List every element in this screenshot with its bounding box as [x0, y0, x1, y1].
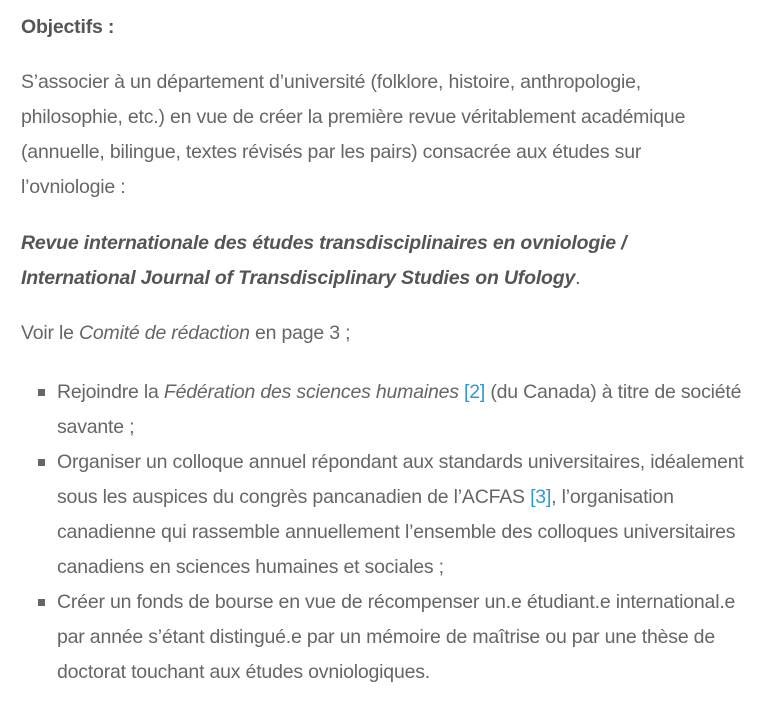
list-item-text: Créer un fonds de bourse en vue de récompenser un.e étudiant.e international.e par année s’étant distingué.e par un mémoire de maîtrise ou par une thèse de doctorat touchant aux études ovniologiques.	[57, 591, 736, 683]
journal-title-line1: Revue internationale des études transdisciplinaires en ovniologie /	[21, 232, 627, 254]
bullet-square-icon	[38, 389, 45, 396]
bullet-square-icon	[38, 459, 45, 466]
committee-note-suffix: en page 3 ;	[249, 322, 351, 344]
list-item-italic: Fédération des sciences humaines	[163, 381, 459, 403]
journal-title	[21, 226, 721, 296]
list-item-text: , l’organisation canadienne qui rassemble annuellement l’ensemble des colloques universitaires canadiens en sciences humaines et sociales ;	[57, 486, 736, 578]
objective-paragraph: S’associer à un département d’université (folklore, histoire, anthropologie, philosophie, etc.) en vue de créer la première revue véritablement académique (annuelle, bilingue, textes révisés par les pairs) consacrée aux études sur l’ovniologie :	[21, 71, 686, 198]
section-heading: Objectifs :	[21, 16, 115, 38]
footnote-link-3[interactable]: [3]	[530, 486, 552, 508]
objectives-list	[21, 375, 761, 690]
list-item	[21, 585, 761, 690]
journal-title-end: .	[575, 267, 581, 289]
committee-note	[21, 316, 721, 351]
committee-note-italic: Comité de rédaction	[79, 322, 250, 344]
list-item-text: (du Canada) à titre de société savante ;	[57, 381, 742, 438]
list-item-text: Organiser un colloque annuel répondant aux standards universitaires, idéalement sous les auspices du congrès pancanadien de l’ACFAS	[57, 451, 744, 508]
footnote-link-2[interactable]: [2]	[464, 381, 486, 403]
bullet-square-icon	[38, 599, 45, 606]
list-item	[21, 445, 761, 585]
journal-title-line2: International Journal of Transdisciplinary Studies on Ufology	[21, 267, 576, 289]
committee-note-prefix: Voir le	[21, 322, 80, 344]
list-item	[21, 375, 761, 445]
list-item-text: Rejoindre la	[57, 381, 164, 403]
